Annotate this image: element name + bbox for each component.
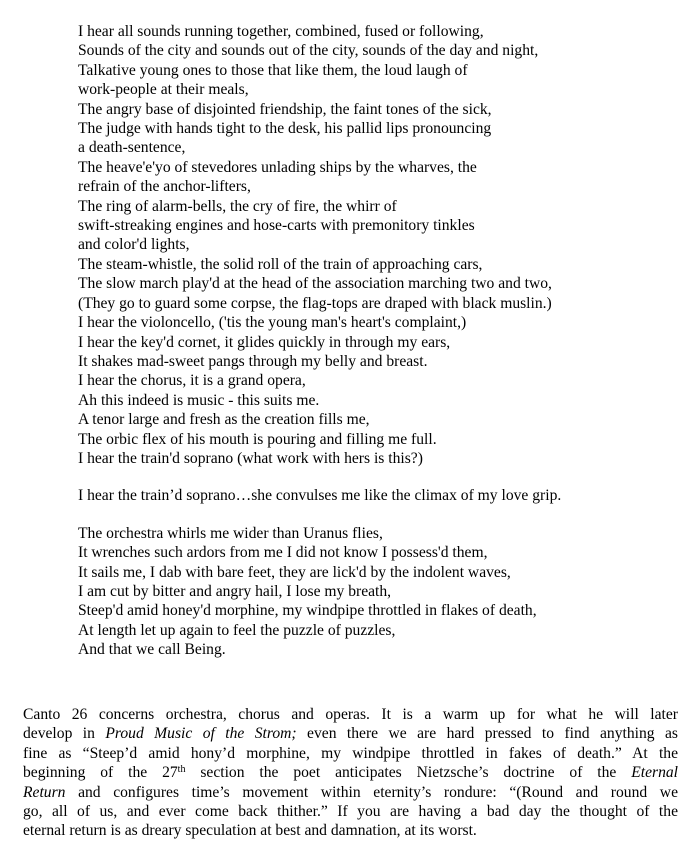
poem-line: I hear the violoncello, ('tis the young man's heart's complaint,) bbox=[78, 314, 467, 332]
poem-line: It sails me, I dab with bare feet, they are lick'd by the indolent waves, bbox=[78, 563, 511, 581]
poem-line: (They go to guard some corpse, the flag-tops are draped with black muslin.) bbox=[78, 294, 552, 312]
text-span: and configures time’s movement within eternity’s rondure: “(Round and round we bbox=[65, 783, 678, 801]
poem-line: I hear all sounds running together, combined, fused or following, bbox=[78, 23, 484, 40]
stanza-1 bbox=[78, 22, 678, 468]
text-span: develop in bbox=[23, 725, 106, 743]
stanza-break bbox=[78, 506, 678, 524]
poem-line: The heave'e'yo of stevedores unlading ships by the wharves, the bbox=[78, 158, 477, 176]
text-span: beginning of the 27 bbox=[23, 764, 178, 782]
poem-line: At length let up again to feel the puzzle of puzzles, bbox=[78, 621, 396, 639]
text-span: even there we are hard pressed to find anything as bbox=[296, 725, 678, 743]
poem-line: The judge with hands tight to the desk, his pallid lips pronouncing bbox=[78, 120, 492, 138]
poem-line: The angry base of disjointed friendship, the faint tones of the sick, bbox=[78, 100, 492, 118]
poem-line: Sounds of the city and sounds out of the city, sounds of the day and night, bbox=[78, 42, 539, 60]
poem-line: It wrenches such ardors from me I did not know I possess'd them, bbox=[78, 544, 488, 562]
poem-line: The ring of alarm-bells, the cry of fire, the whirr of bbox=[78, 197, 397, 215]
commentary-paragraph bbox=[23, 705, 678, 841]
poem-line: work-people at their meals, bbox=[78, 81, 249, 99]
poem-line: a death-sentence, bbox=[78, 139, 186, 157]
poem-line: I hear the train'd soprano (what work with hers is this?) bbox=[78, 449, 423, 467]
poem-line: And that we call Being. bbox=[78, 641, 226, 659]
work-title: Proud Music of the Strom; bbox=[105, 725, 297, 743]
poem-line: Steep'd amid honey'd morphine, my windpipe throttled in flakes of death, bbox=[78, 602, 537, 620]
poem-line: The orchestra whirls me wider than Uranus flies, bbox=[78, 524, 383, 542]
poem-line: The steam-whistle, the solid roll of the train of approaching cars, bbox=[78, 255, 483, 273]
commentary-line: Canto 26 concerns orchestra, chorus and operas. It is a warm up for what he will later bbox=[23, 706, 678, 723]
doctrine-title: Eternal bbox=[631, 764, 678, 782]
poem-line: A tenor large and fresh as the creation fills me, bbox=[78, 411, 370, 429]
poem-line: I hear the chorus, it is a grand opera, bbox=[78, 372, 306, 390]
ordinal-suffix: th bbox=[177, 764, 186, 776]
text-span: section the poet anticipates Nietzsche’s doctrine of the bbox=[185, 764, 632, 782]
commentary-line bbox=[23, 763, 678, 782]
poem-line: and color'd lights, bbox=[78, 236, 190, 254]
stanza-break bbox=[78, 468, 678, 486]
commentary-line: go, all of us, and ever come back thither.” If you are having a bad day the thought of the bbox=[23, 803, 678, 821]
poem-line: The orbic flex of his mouth is pouring and filling me full. bbox=[78, 430, 437, 448]
commentary-line bbox=[23, 724, 678, 743]
poem-line: Talkative young ones to those that like them, the loud laugh of bbox=[78, 61, 468, 79]
poem-line: refrain of the anchor-lifters, bbox=[78, 178, 251, 196]
poem-line: I hear the key'd cornet, it glides quickly in through my ears, bbox=[78, 333, 451, 351]
poem-line: Ah this indeed is music - this suits me. bbox=[78, 391, 320, 409]
commentary-line: fine as “Steep’d amid hony’d morphine, my windpipe throttled in fakes of death.” At the bbox=[23, 744, 678, 762]
stanza-2 bbox=[78, 486, 678, 505]
poem-line: The slow march play'd at the head of the association marching two and two, bbox=[78, 275, 552, 293]
poem-line: I am cut by bitter and angry hail, I lose my breath, bbox=[78, 582, 392, 600]
commentary-line bbox=[23, 783, 678, 802]
poem-line: I hear the train’d soprano…she convulses me like the climax of my love grip. bbox=[78, 487, 562, 505]
doctrine-title: Return bbox=[23, 783, 66, 801]
poem-line: swift-streaking engines and hose-carts with premonitory tinkles bbox=[78, 217, 475, 235]
stanza-3 bbox=[78, 524, 678, 660]
poem-excerpt bbox=[78, 22, 678, 660]
poem-line: It shakes mad-sweet pangs through my belly and breast. bbox=[78, 352, 428, 370]
commentary-line: eternal return is as dreary speculation at best and damnation, at its worst. bbox=[23, 822, 477, 840]
